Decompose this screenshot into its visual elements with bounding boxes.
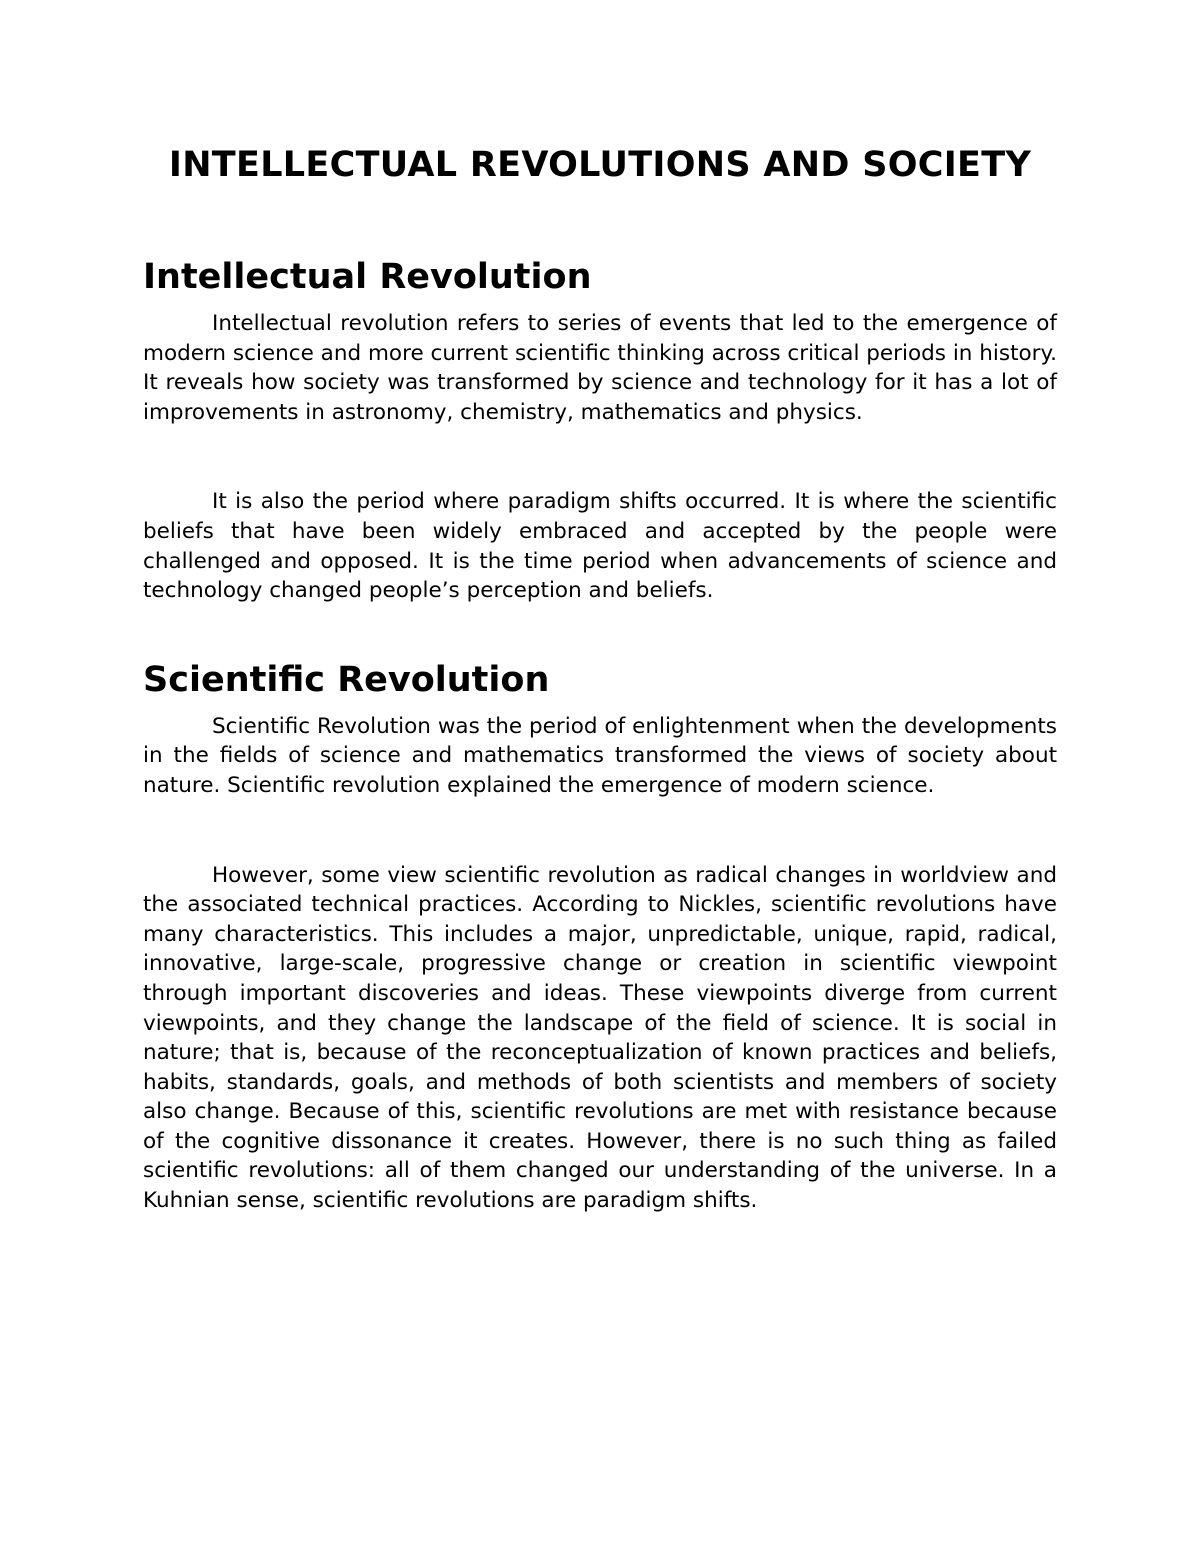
section-heading-scientific-revolution: Scientific Revolution <box>143 659 550 700</box>
document-page <box>143 142 1057 1216</box>
paragraph: It is also the period where paradigm shifts occurred. It is where the scientific beliefs that have been widely embraced and accepted by the people were challenged and opposed. It is the time period when advancements of science and technology changed people’s perception and beliefs. <box>143 489 1057 604</box>
paragraph: However, some view scientific revolution as radical changes in worldview and the associated technical practices. According to Nickles, scientific revolutions have many characteristics. This includes a major, unpredictable, unique, rapid, radical, innovative, large-scale, progressive change or creation in scientific viewpoint through important discoveries and ideas. These viewpoints diverge from current viewpoints, and they change the landscape of the field of science. It is social in nature; that is, because of the reconceptualization of known practices and beliefs, habits, standards, goals, and methods of both scientists and members of society also change. Because of this, scientific revolutions are met with resistance because of the cognitive dissonance it creates. However, there is no such thing as failed scientific revolutions: all of them changed our understanding of the universe. In a Kuhnian sense, scientific revolutions are paradigm shifts. <box>143 862 1057 1214</box>
paragraph: Intellectual revolution refers to series of events that led to the emergence of modern science and more current scientific thinking across critical periods in history. It reveals how society was transformed by science and technology for it has a lot of improvements in astronomy, chemistry, mathematics and physics. <box>143 311 1057 425</box>
document-title: INTELLECTUAL REVOLUTIONS AND SOCIETY <box>168 145 1032 185</box>
paragraph: Scientific Revolution was the period of enlightenment when the developments in the fields of science and mathematics transformed the views of society about nature. Scientific revolution explained the emergence of modern science. <box>143 713 1057 798</box>
section-heading-intellectual-revolution: Intellectual Revolution <box>143 257 592 297</box>
